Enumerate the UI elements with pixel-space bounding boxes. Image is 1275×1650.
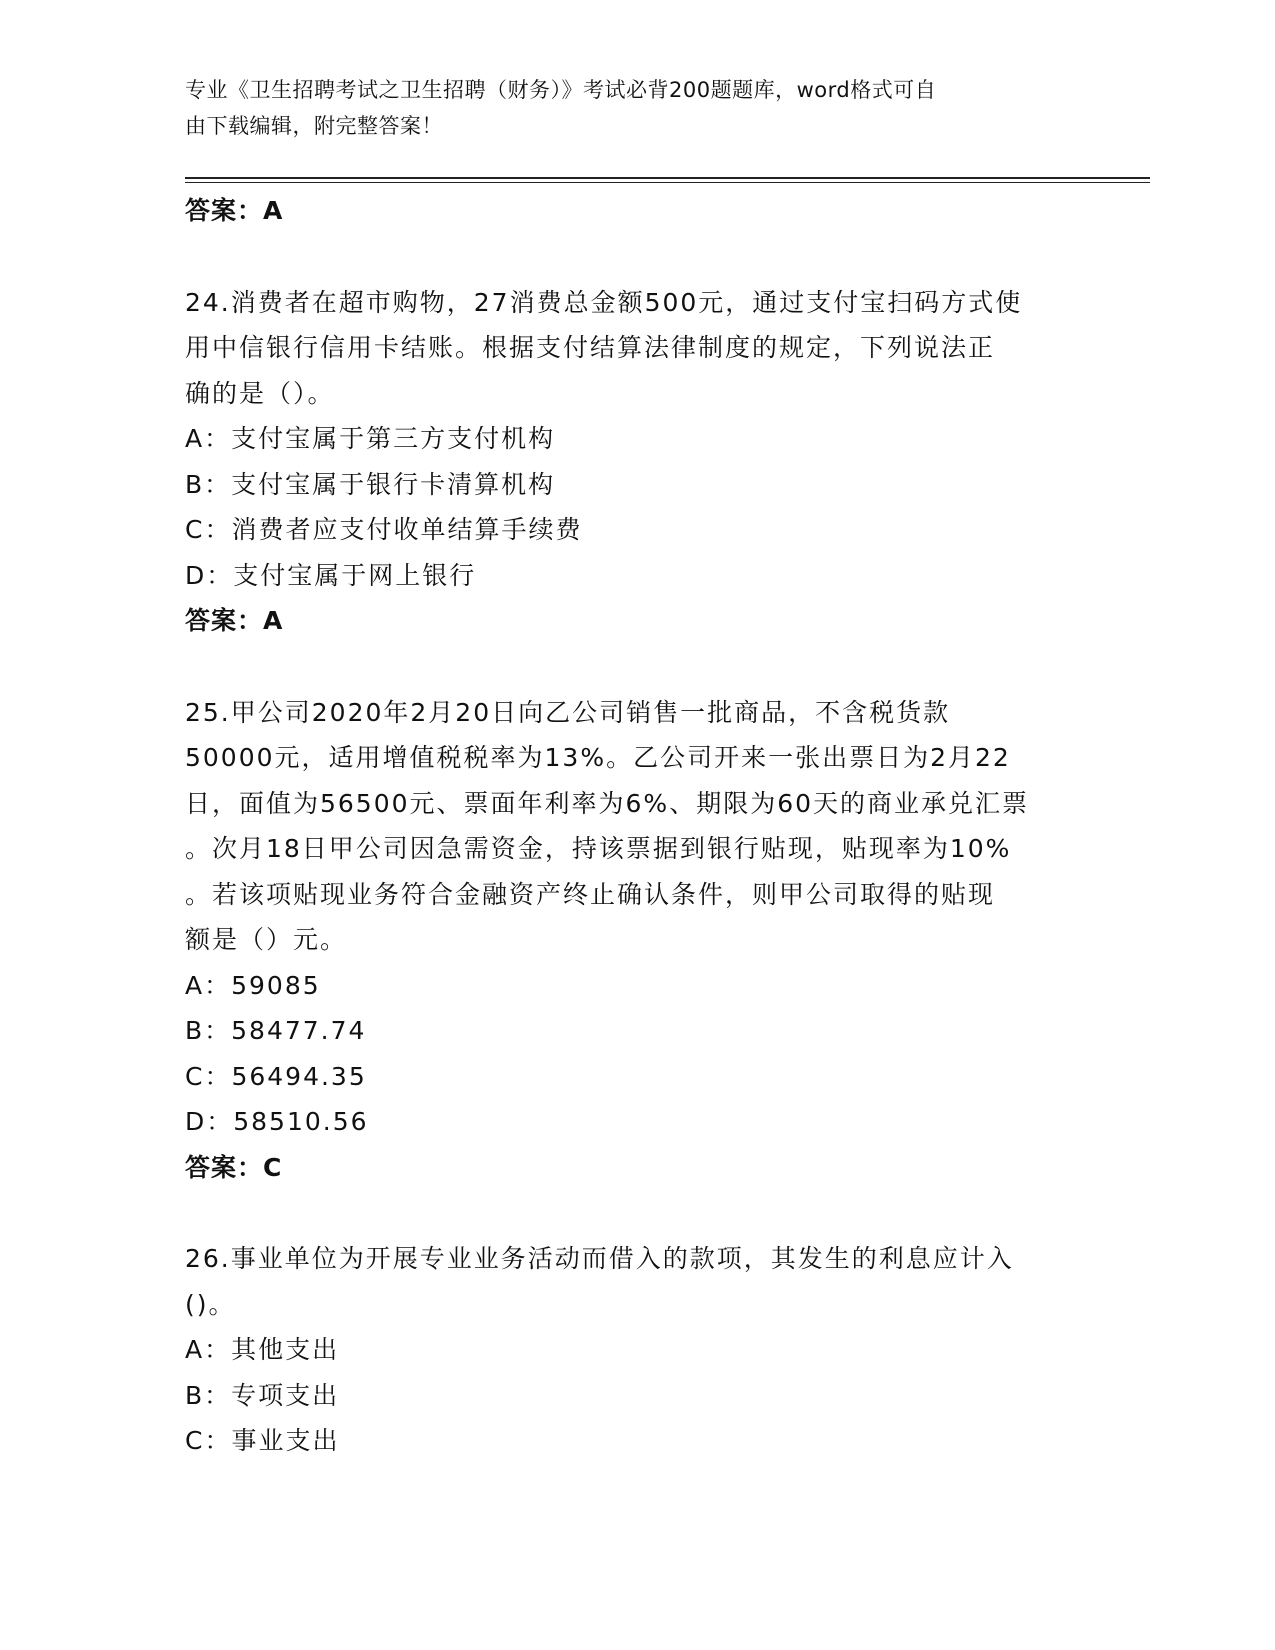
header-divider-thick [185,177,1150,179]
question-stem-line: ()。 [185,1289,236,1319]
option-d: D：58510.56 [185,1107,369,1136]
option-b: B：58477.74 [185,1016,367,1045]
option-a: A：支付宝属于第三方支付机构 [185,424,556,453]
previous-answer: 答案：A [185,196,284,225]
document-header [185,72,1065,144]
question-list [185,188,1085,1464]
option-a: A：其他支出 [185,1335,340,1364]
question-stem-line: 确的是（）。 [185,378,335,408]
option-c: C：56494.35 [185,1061,367,1091]
question-stem-line: 。次月18日甲公司因急需资金，持该票据到银行贴现，贴现率为10% [185,834,1012,863]
question-stem-line: 25.甲公司2020年2月20日向乙公司销售一批商品，不含税货款 [185,697,951,727]
option-b: B：专项支出 [185,1380,340,1410]
header-divider-thin [185,182,1150,183]
question-stem-line: 额是（）元。 [185,925,348,954]
spacer [185,1190,1085,1236]
answer: 答案：A [185,606,284,635]
question-26 [185,1236,1085,1464]
spacer [185,644,1085,690]
question-24 [185,280,1085,644]
question-stem-line: 用中信银行信用卡结账。根据支付结算法律制度的规定，下列说法正 [185,333,996,362]
option-a: A：59085 [185,970,321,1000]
option-c: C：事业支出 [185,1426,340,1455]
header-line-1: 专业《卫生招聘考试之卫生招聘（财务）》考试必背200题题库，word格式可自 [185,78,937,102]
option-c: C：消费者应支付收单结算手续费 [185,515,583,544]
question-stem-line: 日，面值为56500元、票面年利率为6%、期限为60天的商业承兑汇票 [185,788,1030,818]
question-25 [185,690,1085,1191]
answer: 答案：C [185,1152,283,1182]
spacer [185,234,1085,280]
option-b: B：支付宝属于银行卡清算机构 [185,469,556,499]
question-stem-line: 24.消费者在超市购物，27消费总金额500元，通过支付宝扫码方式使 [185,287,1023,317]
question-stem-line: 。若该项贴现业务符合金融资产终止确认条件，则甲公司取得的贴现 [185,879,996,909]
question-stem-line: 26.事业单位为开展专业业务活动而借入的款项，其发生的利息应计入 [185,1244,1014,1273]
option-d: D：支付宝属于网上银行 [185,560,477,590]
header-line-2: 由下载编辑，附完整答案！ [185,114,443,138]
question-stem-line: 50000元，适用增值税税率为13%。乙公司开来一张出票日为2月22 [185,743,1011,772]
